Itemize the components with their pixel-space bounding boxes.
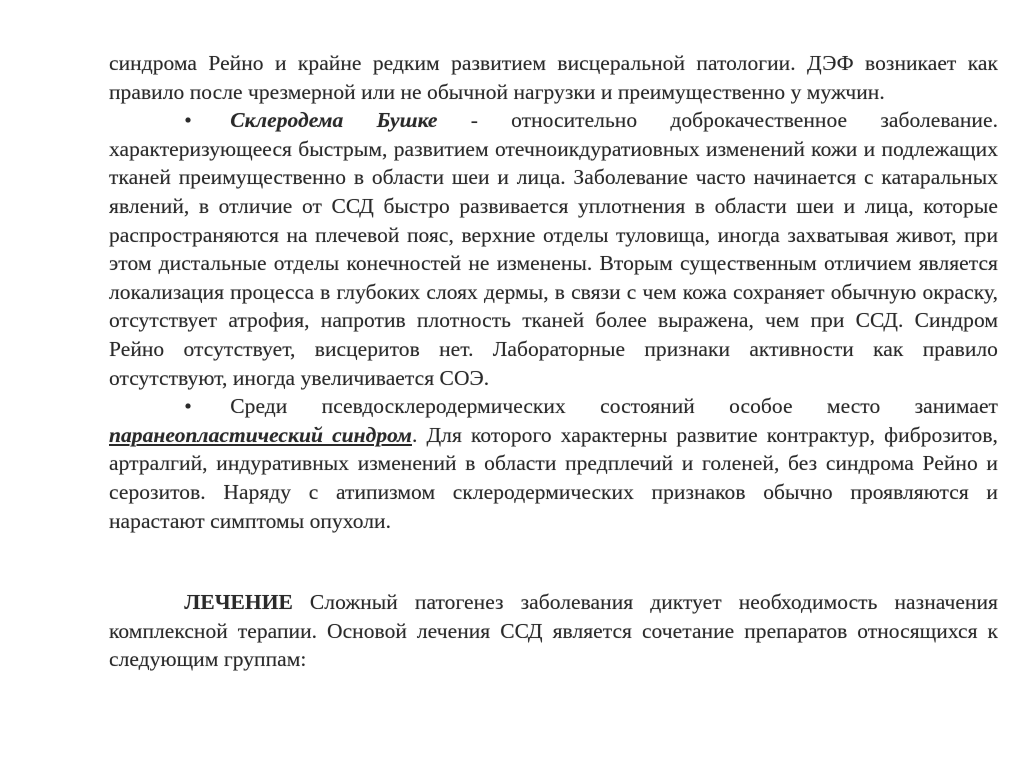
document-text [109, 49, 998, 674]
bullet-mark: • [184, 108, 192, 133]
bullet-text-paraneoplastic-after: . Для которого характерны развитие контрактур, фиброзитов, артралгий, индуративных изменений в области предплечий и голеней, без синдрома Рейно и серозитов. Наряду с атипизмом склеродермических признаков обычно проявляются и нарастают симптомы опухоли. [109, 422, 998, 533]
term-paraneoplastic-syndrome: паранеопластический синдром [109, 422, 412, 447]
bullet-item-scleredema [109, 106, 998, 392]
treatment-text: Сложный патогенез заболевания диктует необходимость назначения комплексной терапии. Основой лечения ССД является сочетание препаратов относящихся к следующим группам: [109, 590, 998, 672]
bullet-text-paraneoplastic-before: Среди псевдосклеродермических состояний особое место занимает [230, 394, 998, 419]
treatment-paragraph [109, 588, 998, 674]
bullet-mark: • [184, 394, 192, 419]
bullet-text-scleredema: - относительно доброкачественное заболевание. характеризующееся быстрым, развитием отечноикдуратиовных изменений кожи и подлежащих тканей преимущественно в области шеи и лица. Заболевание часто начинается с катаральных явлений, в отличие от ССД быстро развивается уплотнения в области шеи и лица, которые распространяются на плечевой пояс, верхние отделы туловища, иногда захватывая живот, при этом дистальные отделы конечностей не изменены. Вторым существенным отличием является локализация процесса в глубоких слоях дермы, в связи с чем кожа сохраняет обычную окраску, отсутствует атрофия, напротив плотность тканей более выражена, чем при ССД. Синдром Рейно отсутствует, висцеритов нет. Лабораторные признаки активности как правило отсутствуют, иногда увеличивается СОЭ. [109, 108, 998, 390]
term-scleredema-buschke: Склеродема Бушке [230, 108, 438, 133]
paragraph-gap [109, 535, 998, 588]
paragraph-continuation-text: синдрома Рейно и крайне редким развитием висцеральной патологии. ДЭФ возникает как правило после чрезмерной или не обычной нагрузки и преимущественно у мужчин. [109, 51, 998, 104]
paragraph-continuation [109, 49, 998, 106]
bullet-item-paraneoplastic [109, 392, 998, 535]
treatment-heading: ЛЕЧЕНИЕ [184, 590, 293, 615]
